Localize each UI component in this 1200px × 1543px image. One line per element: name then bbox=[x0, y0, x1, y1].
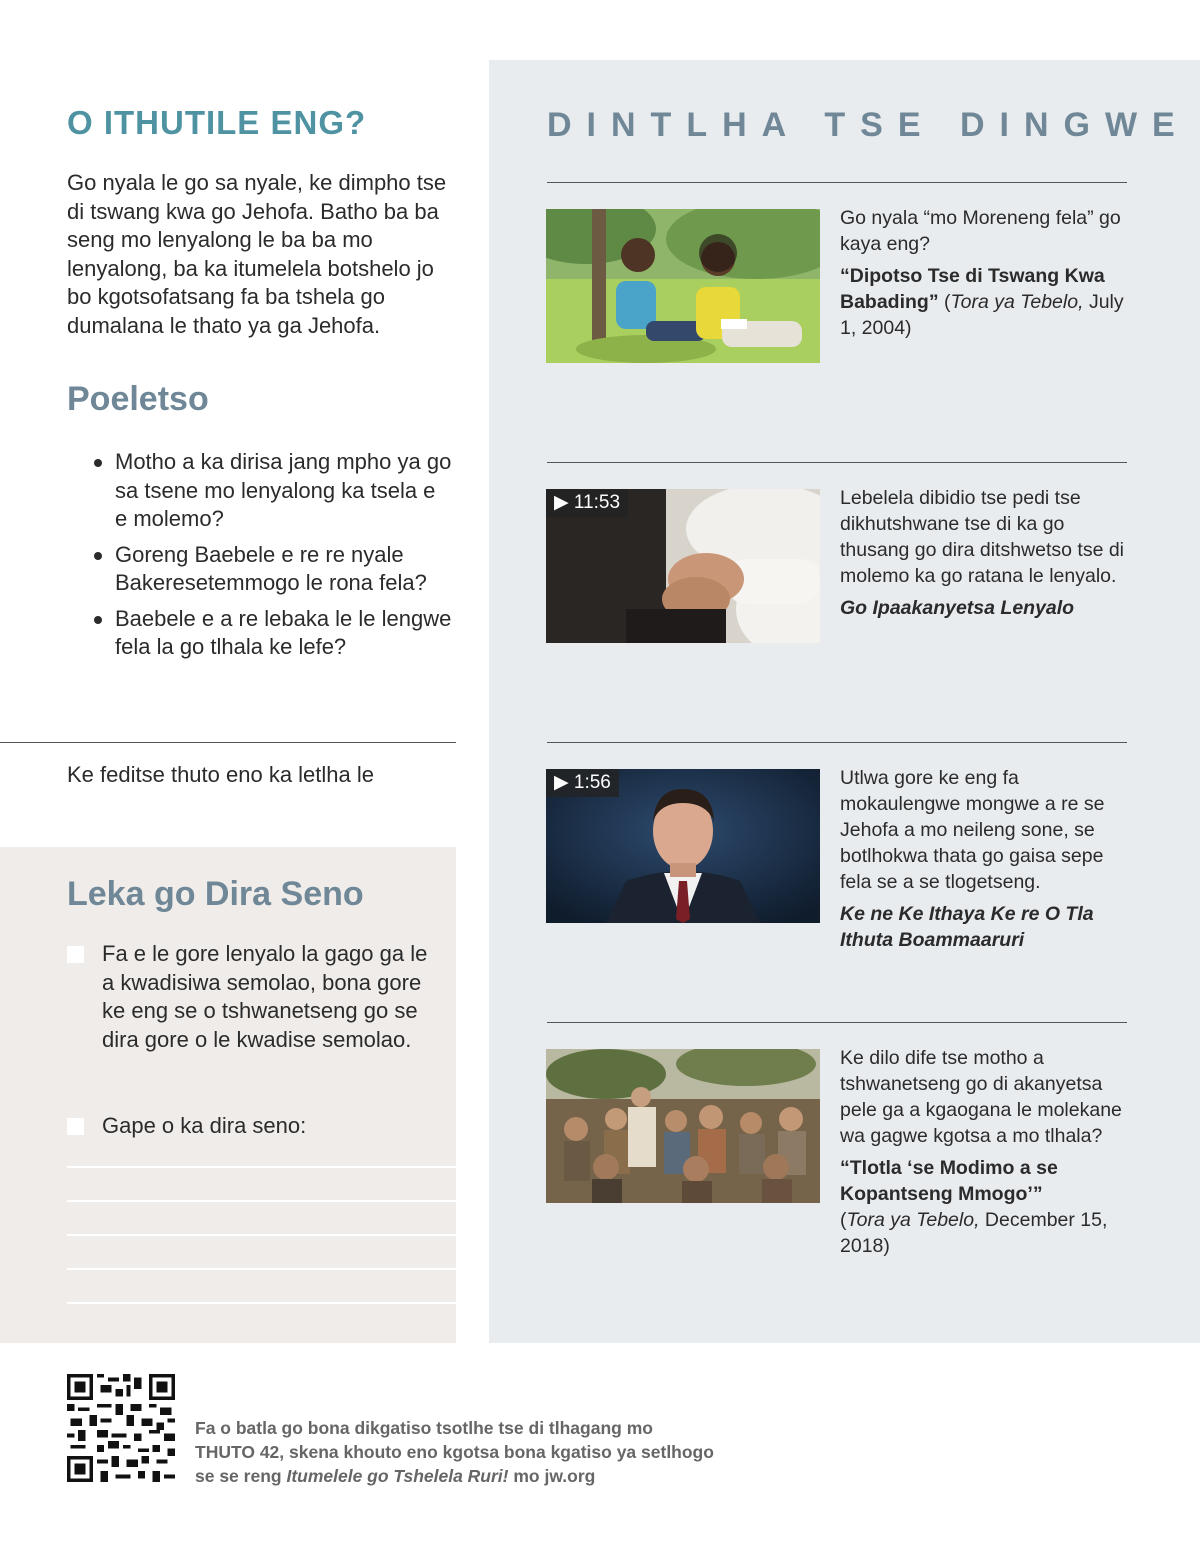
video-duration: 1:56 bbox=[573, 772, 611, 793]
resource-text bbox=[840, 485, 1130, 621]
jesus-teaching-crowd-image bbox=[546, 1049, 820, 1203]
goal-item-text: Gape o ka dira seno: bbox=[102, 1113, 307, 1138]
video-duration-badge: ▶ 1:56 bbox=[546, 769, 619, 797]
reference-date: July 1, 2004) bbox=[840, 291, 1124, 339]
review-item: Goreng Baebele e re re nyale Bakeresetemmogo le rona fela? bbox=[92, 541, 452, 598]
footer-website: mo jw.org bbox=[513, 1466, 596, 1486]
writing-line[interactable] bbox=[67, 1302, 456, 1304]
what-you-learned-heading: O ITHUTILE ENG? bbox=[67, 104, 367, 141]
summary-text: Go nyala le go sa nyale, ke dimpho tse di tswang kwa go Jehofa. Batho ba ba seng mo lenyalong le ba ba mo lenyalong, ba ka itumelela botshelo jo bo kgotsofatsang fa ba tshela go dumalana le thato ya ga Jehofa. bbox=[67, 170, 447, 338]
footer-note bbox=[195, 1416, 715, 1488]
qr-code-icon[interactable] bbox=[67, 1374, 175, 1482]
divider bbox=[547, 462, 1127, 463]
divider bbox=[0, 742, 456, 743]
goal-checkbox[interactable] bbox=[67, 946, 84, 963]
video-title[interactable]: Go Ipaakanyetsa Lenyalo bbox=[840, 597, 1075, 619]
footer-text: Fa o batla go bona dikgatiso tsotlhe tse di tlhagang mo THUTO 42, skena khouto eno kgotsa bona kgatiso ya setlhogo se se reng bbox=[195, 1418, 714, 1486]
divider bbox=[547, 1022, 1127, 1023]
more-info-heading: DINTLHA TSE DINGWE bbox=[547, 106, 1190, 144]
footer-publication-title[interactable]: Itumelele go Tshelela Ruri! bbox=[286, 1466, 509, 1486]
video-title[interactable]: Ke ne Ke Ithaya Ke re O Tla Ithuta Boammaaruri bbox=[840, 903, 1094, 951]
writing-line[interactable] bbox=[67, 1268, 456, 1270]
review-item: Baebele e a re lebaka le le lengwe fela la go tlhala ke lefe? bbox=[92, 605, 452, 662]
goal-item-text: Fa e le gore lenyalo la gago ga le a kwadisiwa semolao, bona gore ke eng se o tshwanetseng go se dira gore o le kwadise semolao. bbox=[102, 941, 428, 1052]
resource-image[interactable] bbox=[546, 1049, 820, 1203]
reference-title: “Tlotla ‘se Modimo a se Kopantseng Mmogo’” bbox=[840, 1157, 1058, 1205]
video-thumbnail[interactable] bbox=[546, 769, 820, 923]
reference-publication: Tora ya Tebelo, bbox=[846, 1209, 980, 1231]
resource-reference[interactable]: “Dipotso Tse di Tswang Kwa Babading” (Tora ya Tebelo, July 1, 2004) bbox=[840, 265, 1124, 339]
reference-date: December 15, 2018) bbox=[840, 1209, 1108, 1257]
writing-line[interactable] bbox=[67, 1200, 456, 1202]
writing-line[interactable] bbox=[67, 1234, 456, 1236]
reference-publication: Tora ya Tebelo, bbox=[950, 291, 1084, 313]
review-item: Motho a ka dirisa jang mpho ya go sa tsene mo lenyalong ka tsela e e molemo? bbox=[92, 448, 452, 534]
goal-item bbox=[67, 940, 437, 1054]
video-duration-badge: ▶ 11:53 bbox=[546, 489, 628, 517]
resource-reference[interactable]: “Tlotla ‘se Modimo a se Kopantseng Mmogo’” (Tora ya Tebelo, December 15, 2018) bbox=[840, 1157, 1108, 1257]
goal-checkbox[interactable] bbox=[67, 1118, 84, 1135]
divider bbox=[547, 742, 1127, 743]
goal-item bbox=[67, 1112, 437, 1141]
video-thumbnail[interactable] bbox=[546, 489, 820, 643]
divider bbox=[547, 182, 1127, 183]
resource-text bbox=[840, 205, 1130, 341]
review-list bbox=[92, 448, 452, 669]
resource-question: Ke dilo dife tse motho a tshwanetseng go di akanyetsa pele ga a kgaogana le molekane wa gagwe kgotsa a mo tlhala? bbox=[840, 1047, 1122, 1147]
reference-title: “Dipotso Tse di Tswang Kwa Babading” bbox=[840, 265, 1105, 313]
resource-text bbox=[840, 765, 1130, 953]
resource-image[interactable] bbox=[546, 209, 820, 363]
review-heading: Poeletso bbox=[67, 380, 209, 418]
resource-question: Go nyala “mo Moreneng fela” go kaya eng? bbox=[840, 207, 1121, 255]
goal-heading: Leka go Dira Seno bbox=[67, 875, 364, 913]
video-description: Utlwa gore ke eng fa mokaulengwe mongwe a re se Jehofa a mo neileng sone, se botlhokwa thata go gaisa sepe fela se a se tlogetseng. bbox=[840, 767, 1105, 893]
writing-line[interactable] bbox=[67, 1166, 456, 1168]
couple-studying-bible-image bbox=[546, 209, 820, 363]
resource-text bbox=[840, 1045, 1130, 1259]
video-description: Lebelela dibidio tse pedi tse dikhutshwane tse di ka go thusang go dira ditshwetso tse di molemo ka go ratana le lenyalo. bbox=[840, 487, 1125, 587]
completed-date-label: Ke feditse thuto eno ka letlha le bbox=[67, 762, 374, 787]
video-duration: 11:53 bbox=[573, 492, 621, 513]
